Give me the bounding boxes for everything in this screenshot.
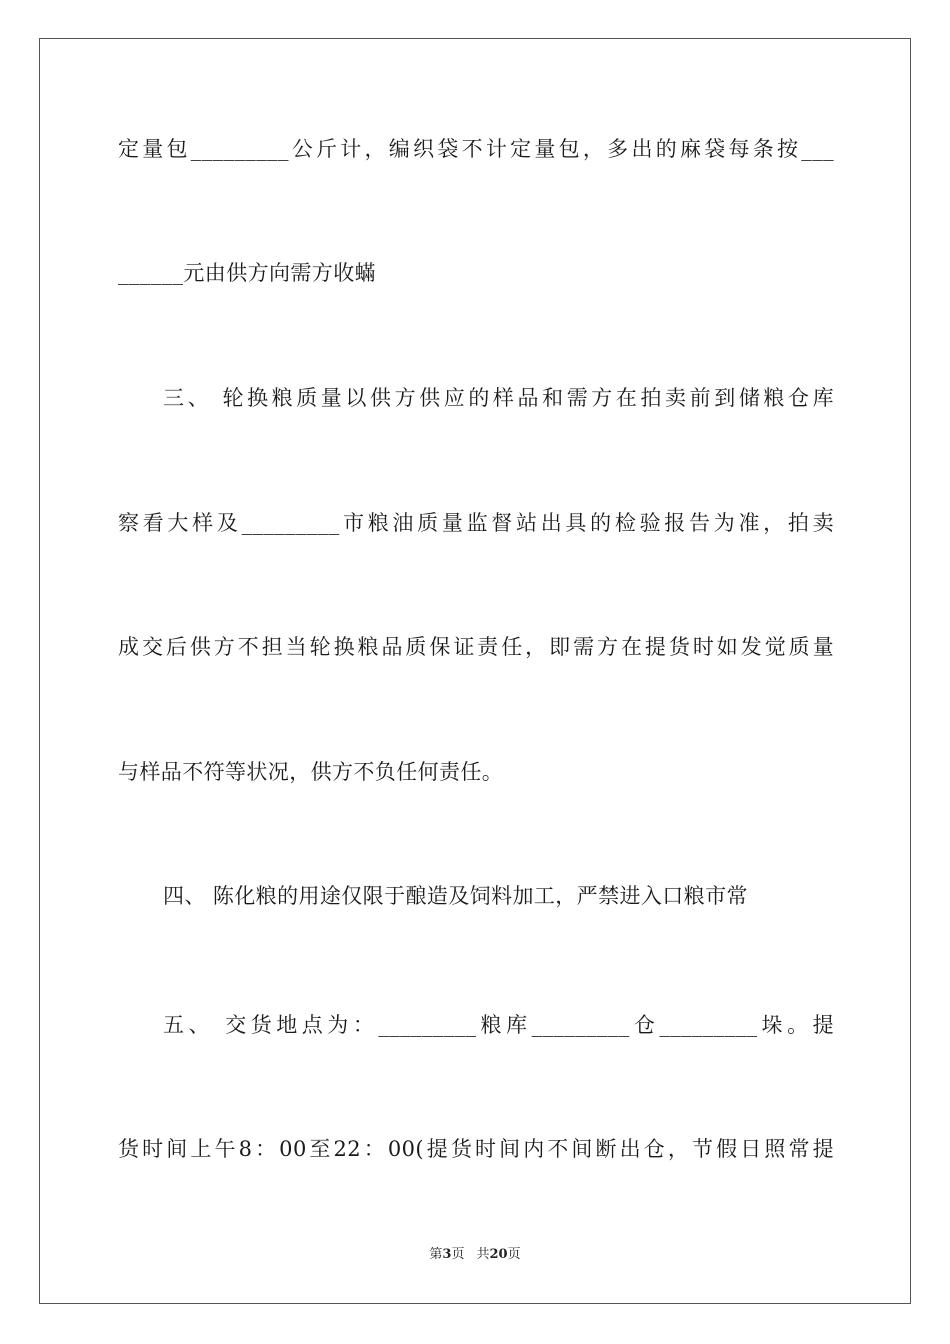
- page-current: 3: [442, 1247, 452, 1262]
- text-line-7: 四、 陈化粮的用途仅限于酿造及饲料加工，严禁进入口粮市常: [163, 884, 748, 908]
- page-total: 20: [489, 1247, 508, 1262]
- page-prefix: 第: [429, 1247, 443, 1262]
- text-line-9: 货时间上午8：00至22：00(提货时间内不间断出仓，节假日照常提: [118, 1137, 834, 1161]
- text-line-8: 五、 交货地点为：_________粮库_________仓_________垛。提: [163, 1013, 834, 1037]
- total-prefix: 共: [476, 1247, 490, 1262]
- page-border: [39, 38, 911, 1304]
- text-line-2: ______元由供方向需方收蟎: [118, 261, 376, 285]
- text-line-4: 察看大样及_________市粮油质量监督站出具的检验报告为准，拍卖: [118, 511, 834, 535]
- page-suffix: 页: [451, 1247, 465, 1262]
- page-footer: [0, 1246, 950, 1264]
- text-line-5: 成交后供方不担当轮换粮品质保证责任，即需方在提货时如发觉质量: [118, 635, 834, 659]
- text-line-3: 三、 轮换粮质量以供方供应的样品和需方在拍卖前到储粮仓库: [163, 386, 834, 410]
- text-line-6: 与样品不符等状况，供方不负任何责任。: [118, 760, 504, 784]
- total-suffix: 页: [507, 1247, 521, 1262]
- text-line-1: 定量包_________公斤计，编织袋不计定量包，多出的麻袋每条按___: [118, 137, 834, 161]
